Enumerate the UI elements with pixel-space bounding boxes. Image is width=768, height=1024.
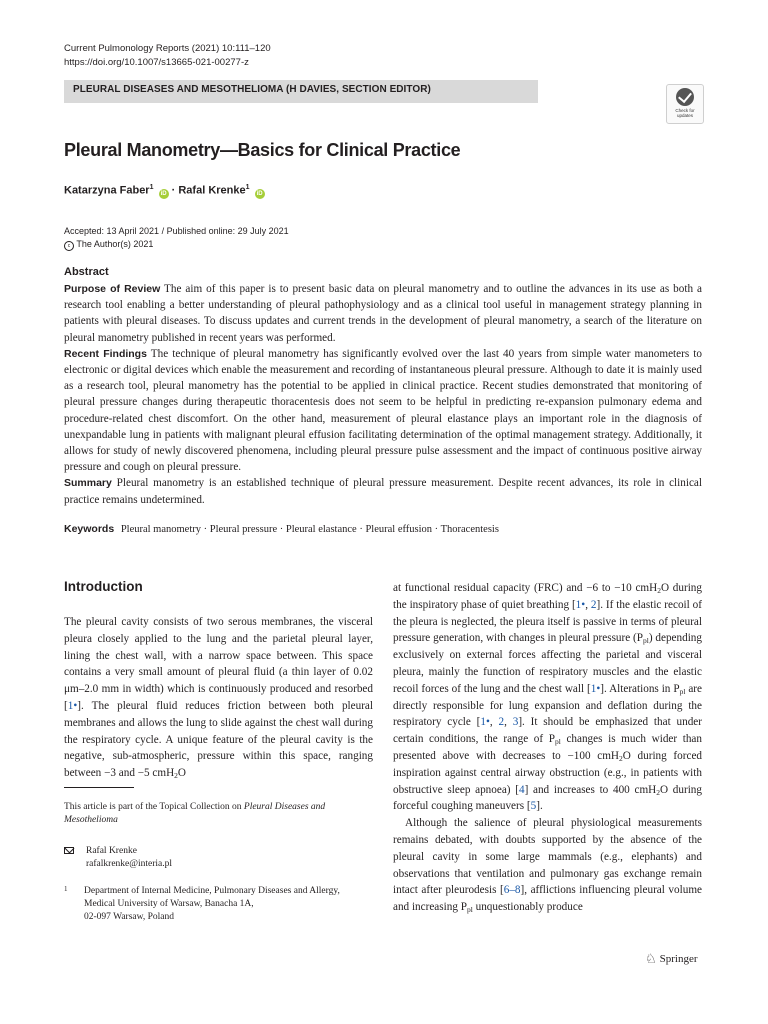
citation-link[interactable]: 4 bbox=[518, 783, 525, 796]
abstract-heading: Abstract bbox=[64, 266, 109, 278]
citation-link[interactable]: 5 bbox=[530, 800, 537, 813]
paragraph: Although the salience of pleural physiological measurements remains debated, with doubts supported by the absence of the pleural cavity in some large mammals (e.g., elephants) and observations that ventilation and pulmonary gas exchange remain intact after pleurodesis [6–8], afflictions influencing pleural volume and increasing $P_{pl}$ unquestionably produce bbox=[393, 817, 702, 915]
doi-link[interactable]: https://doi.org/10.1007/s13665-021-00277-z bbox=[64, 57, 249, 68]
affiliation-marker: 1 bbox=[245, 184, 250, 191]
author-list bbox=[64, 184, 265, 199]
section-banner bbox=[64, 80, 538, 103]
checkmark-icon bbox=[676, 88, 694, 106]
affiliation-marker: 1 bbox=[149, 184, 154, 191]
affiliation-number: 1 bbox=[64, 885, 68, 893]
abstract-purpose bbox=[64, 281, 702, 346]
citation-link[interactable]: 3 bbox=[512, 716, 519, 729]
affiliation-line: 02-097 Warsaw, Poland bbox=[84, 912, 174, 922]
footnote-rule bbox=[64, 787, 134, 788]
publisher-name: Springer bbox=[659, 953, 698, 965]
citation-link[interactable]: 6–8 bbox=[503, 884, 521, 897]
keyword: · Pleural effusion bbox=[357, 524, 432, 535]
springer-horse-icon: ♘ bbox=[645, 951, 657, 966]
purpose-text: The aim of this paper is to present basic data on pleural manometry and to outline the advances in its use as both a research tool enabling a better understanding of pleural pathophysiology and as a clinical tool useful in management strategy planning in patients with pleural diseases. To discuss updates and current trends in the development of pleural manometry, a search of the literature on pleural manometry published in recent years was performed. bbox=[64, 283, 702, 344]
body-column-left bbox=[64, 614, 373, 782]
keyword: · Thoracentesis bbox=[432, 524, 499, 535]
paragraph: The pleural cavity consists of two serous membranes, the visceral pleura closely applied to the lung and the parietal pleural layer, lining the chest wall, with a narrow space between. This space contains a very small amount of pleural fluid (a thin layer of 0.02 μm–2.0 mm in width) which is continuously produced and resorbed [1•]. The pleural fluid reduces friction between both pleural membranes and allows the lung to slide against the chest wall during the respiratory cycle. A unique feature of the pleural cavity is the negative, sub-atmospheric, pressure within this space, ranging between −3 and −5 cmH$_2$O bbox=[64, 616, 373, 781]
summary-label: Summary bbox=[64, 477, 112, 490]
collection-title[interactable]: Pleural Diseases and Mesothelioma bbox=[64, 802, 326, 825]
section-banner-label: PLEURAL DISEASES AND MESOTHELIOMA (H DAVIES, SECTION EDITOR) bbox=[73, 84, 431, 95]
orcid-icon[interactable]: iD bbox=[256, 190, 263, 197]
envelope-icon bbox=[64, 847, 74, 854]
findings-text: The technique of pleural manometry has significantly evolved over the last 40 years from simple water manometers to electronic or digital devices which enable the measurement and recording of instantaneous pleural pressure. Although to date it is mainly used as a research tool, pleural manometry has the potential to be applied in clinical practice. Recent studies demonstrated that monitoring of pleural pressure changes during therapeutic thoracentesis does not seem to be helpful in predicting re-expansion pulmonary edema and procedure-related chest discomfort. On the other hand, measurement of pleural elastance plays an important role in the diagnosis of unexpandable lung in patients with malignant pleural effusion facilitating determination of the optimal management strategy. Additionally, it allows for study of newly discovered phenomena, including pleural pressure pulse assessment and the impact of continuous positive airway pressure and cough on pleural pressure. bbox=[64, 347, 702, 474]
affiliation-line: Medical University of Warsaw, Banacha 1A, bbox=[84, 899, 254, 909]
orcid-icon[interactable]: iD bbox=[160, 190, 167, 197]
author-name[interactable]: Katarzyna Faber bbox=[64, 184, 150, 197]
author-name[interactable]: Rafal Krenke bbox=[178, 184, 246, 197]
keyword: · Pleural elastance bbox=[277, 524, 357, 535]
copyright-icon: c bbox=[64, 241, 74, 251]
citation-link[interactable]: 1• bbox=[67, 699, 78, 712]
citation-link[interactable]: 2 bbox=[498, 716, 505, 729]
affiliation bbox=[64, 885, 340, 924]
abstract-summary bbox=[64, 475, 702, 507]
abstract-findings bbox=[64, 346, 702, 476]
publication-info bbox=[64, 225, 289, 251]
keywords-label: Keywords bbox=[64, 523, 115, 535]
keyword: Pleural manometry bbox=[120, 524, 201, 535]
journal-citation bbox=[64, 42, 271, 70]
publisher-logo bbox=[645, 951, 698, 967]
keywords bbox=[64, 523, 499, 535]
check-for-updates-button[interactable] bbox=[666, 84, 704, 124]
keyword: · Pleural pressure bbox=[201, 524, 277, 535]
corresponding-author bbox=[64, 845, 172, 871]
affiliation-line: Department of Internal Medicine, Pulmonary Diseases and Allergy, bbox=[84, 886, 340, 896]
topical-collection-note: This article is part of the Topical Collection on Pleural Diseases and Mesothelioma bbox=[64, 802, 326, 825]
citation-link[interactable]: 2 bbox=[590, 598, 597, 611]
citation-link[interactable]: 1• bbox=[480, 716, 490, 729]
citation-link[interactable]: 1• bbox=[590, 682, 601, 695]
check-for-updates-label: Check for updates bbox=[675, 108, 695, 118]
paragraph: at functional residual capacity (FRC) and −6 to −10 cmH$_2$O during the inspiratory phase of quiet breathing [1•, 2]. If the elastic recoil of the pleura is neglected, the pleura itself is passive in terms of pleural pressure generation, with changes in pleural pressure $(P_{pl})$ depending exclusively on external forces affecting the parietal and visceral pleura, mainly the function of respiratory muscles and the elastic recoil forces of the lung and the chest wall [1•]. Alterations in $P_{pl}$ are directly responsible for lung expansion and deflation during the respiratory cycle [1•, 2, 3]. It should be emphasized that under certain conditions, the range of $P_{pl}$ changes is much wider than presented above with decreases to −100 cmH$_2$O during forced inspiration against central airway obstruction (e.g., in patients with obstructive sleep apnoea) [4] and increases to 400 cmH$_2$O during forceful coughing maneuvers [5]. bbox=[393, 582, 702, 813]
journal-line: Current Pulmonology Reports (2021) 10:111–120 bbox=[64, 43, 271, 54]
body-column-right bbox=[393, 580, 702, 916]
citation-link[interactable]: 1• bbox=[575, 598, 586, 611]
copyright-line bbox=[64, 238, 289, 251]
purpose-label: Purpose of Review bbox=[64, 283, 161, 295]
contact-name: Rafal Krenke bbox=[86, 846, 137, 856]
copyright-text: The Author(s) 2021 bbox=[76, 239, 154, 249]
section-heading: Introduction bbox=[64, 579, 143, 594]
article-title: Pleural Manometry—Basics for Clinical Practice bbox=[64, 140, 461, 160]
summary-text: Pleural manometry is an established technique of pleural pressure measurement. Despite recent advances, its role in clinical practice remains undetermined. bbox=[64, 477, 703, 506]
abstract-body bbox=[64, 281, 702, 508]
author-separator: · bbox=[171, 184, 176, 197]
findings-label: Recent Findings bbox=[64, 347, 147, 360]
contact-email[interactable]: rafalkrenke@interia.pl bbox=[86, 859, 173, 869]
publication-dates: Accepted: 13 April 2021 / Published online: 29 July 2021 bbox=[64, 226, 289, 236]
